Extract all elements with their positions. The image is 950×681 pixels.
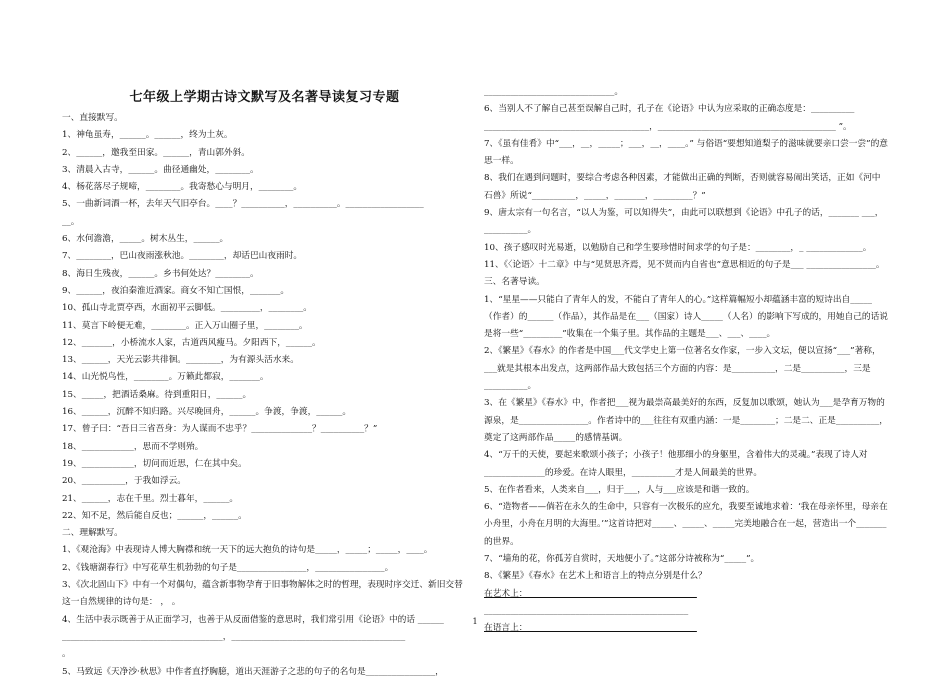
question-line: 21、______，志在千里。烈士暮年，______。: [62, 493, 239, 504]
question-line: 15、_____，把酒话桑麻。待到重阳日，______。: [62, 389, 252, 400]
question-line: 13、______，天光云影共徘徊。________，为有源头活水来。: [62, 355, 299, 366]
question-line: 18、____________，思而不学则殆。: [62, 441, 204, 452]
section-heading-direct-dictation: 一、直接默写。: [62, 113, 123, 123]
question-line: 16、______，沉醉不知归路。兴尽晚回舟，______。争渡，争渡，______。: [62, 407, 352, 418]
question-line: 6、水何澹澹，_____。树木丛生，______。: [62, 234, 229, 245]
question-line: 8、我们在遇到问题时，要综合考虑各种因素，才能做出正确的判断，否则就容易闹出笑话，正如《河中石兽》所说“__________，_____，_______，_________？”: [484, 173, 881, 201]
answer-line-art: 在艺术上：_______________________________________: [484, 588, 697, 599]
section-heading-classics: 三、名著导读。: [484, 277, 545, 288]
question-line: 14、山光悦鸟性，________。万籁此都寂，_______。: [62, 372, 269, 383]
question-line: 7、《虽有佳肴》中“___，__，_____；___，__，____。” 与俗语“要想知道梨子的滋味就要亲口尝一尝”的意思一样。: [484, 138, 888, 167]
question-line: 10、孩子感叹时光易逝，以勉励自己和学生要珍惜时间求学的句子是：________，_ _____________。: [484, 242, 872, 253]
section-heading-comprehension: 二、理解默写。: [62, 528, 123, 539]
question-line: 2、《钱塘湖春行》中写花草生机勃勃的句子是________________，________________。: [62, 562, 394, 573]
question-line: 5、在作者看来，人类来自___，归于___，人与___应该是和谐一致的。: [484, 484, 755, 495]
question-line: 。: [62, 649, 71, 660]
page-number: 1: [472, 617, 478, 626]
question-line: 7、“墙角的花，你孤芳自赏时，天地便小了。”这部分诗被称为“_____”。: [484, 554, 760, 565]
question-line: 4、生活中表示既善于从正面学习，也善于从反面借鉴的意思时，我们常引用《论语》中的话 ______ _____________________________________，________________________________________: [62, 614, 444, 642]
answer-line-language: 在语言上：_______________________________________: [484, 623, 697, 634]
question-line: 5、马致远《天净沙·秋思》中作者直抒胸臆，道出天涯游子之悲的句子的名句是________________，: [62, 666, 444, 677]
question-line: 5、一曲新词酒一杯，去年天气旧亭台。____？__________，__________。__________________: [62, 199, 424, 210]
question-line: 9、______，夜泊秦淮近酒家。商女不知亡国恨，_______。: [62, 285, 290, 296]
question-line: 3、清晨入古寺，______。曲径通幽处，________。: [62, 164, 259, 175]
question-line: 19、____________，切问而近思，仁在其中矣。: [62, 458, 247, 469]
question-line: ______________________________。: [484, 87, 623, 97]
question-line: __。: [62, 216, 80, 227]
question-line: 6、当别人不了解自己甚至误解自己时，孔子在《论语》中认为应采取的正确态度是：__________ ______________________________________，_________________________________________ ”。: [484, 104, 855, 132]
question-line: 4、杨花落尽子规啼，________。我寄愁心与明月，________。: [62, 182, 303, 193]
question-line: 4、“万千的天使，要起来歌颂小孩子；小孩子！他那细小的身躯里，含着伟大的灵魂。”表现了诗人对______________的珍爱。在诗人眼里，__________才是人间最美的世界。: [484, 450, 868, 478]
question-line: 10、孤山寺北贾亭西，水面初平云脚低。_________，________。: [62, 303, 312, 314]
question-line: 20、__________，于我如浮云。: [62, 476, 186, 487]
question-line: 8、海日生残夜，______。乡书何处达？________。: [62, 268, 259, 279]
page-title: 七年级上学期古诗文默写及名著导读复习专题: [129, 90, 400, 105]
question-line: 6、“造物者——倘若在永久的生命中，只容有一次极乐的应允，我要至诚地求着：‘我在母亲怀里，母亲在小舟里，小舟在月明的大海里。’”这首诗把对_____、_____、_____完美地融合在一起，营造出一个_______的世界。: [484, 502, 888, 547]
right-column: [484, 0, 889, 638]
question-line: 11、《〈论语〉十二章》中与“见贤思齐焉，见不贤而内自省也”意思相近的句子是___ ________________。: [484, 259, 885, 270]
answer-line-blank: _______________________________________________: [484, 605, 689, 616]
question-line: 12、_______，小桥流水人家，古道西风瘦马。夕阳西下，______。: [62, 337, 321, 348]
question-line: 22、知不足，然后能自反也；______，______。: [62, 510, 247, 521]
question-line: 2、《繁星》《春水》的作者是中国___代文学史上第一位著名女作家，一步入文坛，便以宣扬“___”著称，___就是其根本出发点，这两部作品大致包括三个方面的内容：是__________，二是__________，三是__________。: [484, 346, 881, 392]
question-line: 17、曾子曰：“吾日三省吾身：为人谋而不忠乎？______________？__________？”: [62, 424, 378, 435]
question-line: 8、《繁星》《春水》在艺术上和语言上的特点分别是什么？: [484, 571, 707, 582]
question-line: 7、________，巴山夜雨涨秋池。________，却话巴山夜雨时。: [62, 251, 303, 262]
left-column: [62, 0, 467, 681]
question-line: 1、《观沧海》中表现诗人博大胸襟和统一天下的远大抱负的诗句是_____，_____；_____，____。: [62, 545, 433, 556]
question-line: 1、神龟虽寿，______。______，终为土灰。: [62, 130, 233, 141]
question-line: 3、《次北固山下》中有一个对偶句，蕴含新事物孕育于旧事物解体之时的哲理，表现时序交迁、新旧交替这一自然规律的诗句是： ， 。: [62, 580, 463, 608]
question-line: 3、在《繁星》《春水》中，作者把___视为最崇高最美好的东西，反复加以歌颂，她认为___是孕育万物的源泉，是________________。作者诗中的___往往有双重内涵：一是________；二是二、正是__________，奠定了这两部作品_____的感情基调。: [484, 398, 888, 443]
question-line: 2、______，邀我至田家。______，青山郭外斜。: [62, 147, 250, 158]
question-line: 9、唐太宗有一句名言，“以人为鉴，可以知得失”，由此可以联想到《论语》中孔子的话，_______ ___，__________。: [484, 208, 884, 236]
question-line: 1、“星星——只能白了青年人的发，不能白了青年人的心。”这样篇幅短小却蕴涵丰富的短诗出自_____（作者）的______（作品），其作品是在___（国家）诗人_____（人名）的影响下写成的，用她自己的话说是将一些“_________”收集在一个集子里。其作品的主题是___、___、____。: [484, 294, 888, 340]
question-line: 11、莫言下岭便无难，________。正入万山圈子里，________。: [62, 320, 308, 331]
